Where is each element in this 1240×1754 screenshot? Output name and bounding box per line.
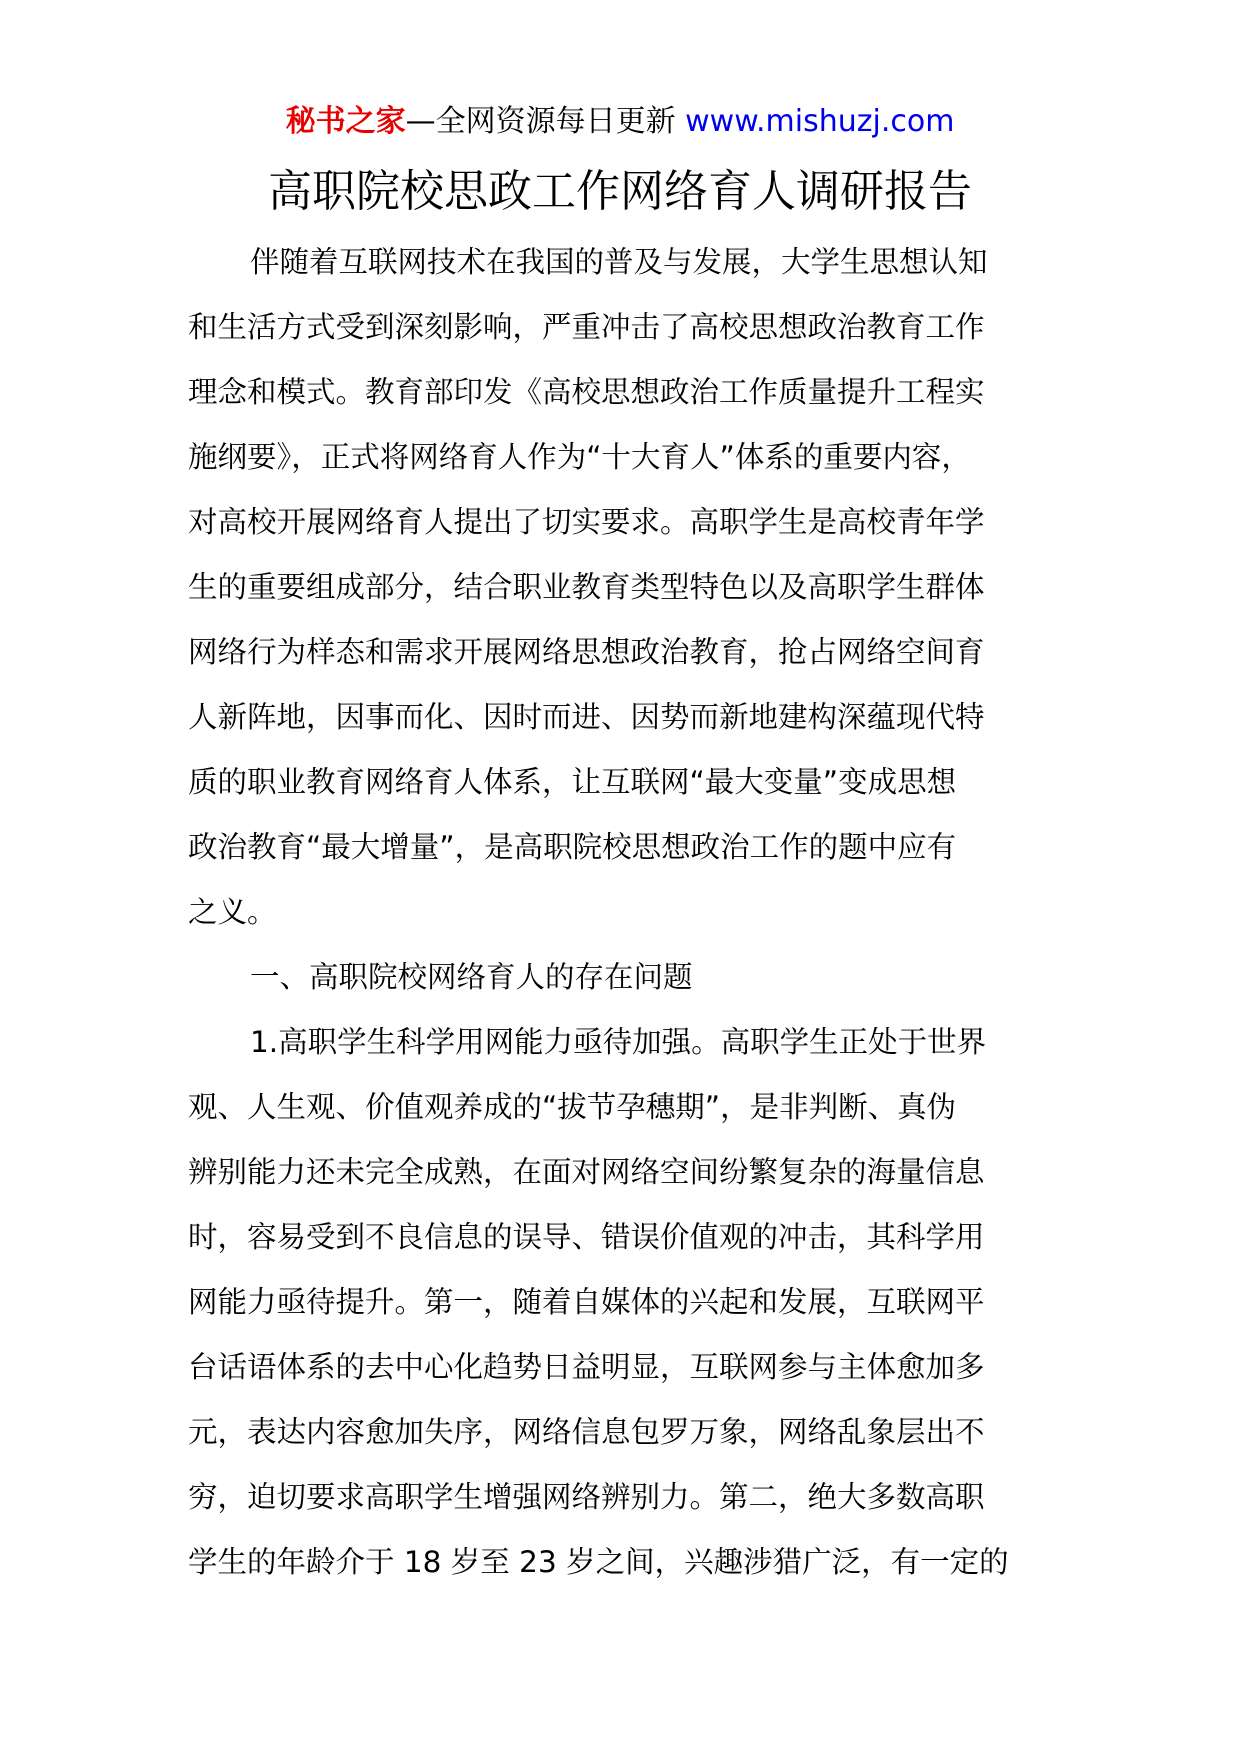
text-line: 1.高职学生科学用网能力亟待加强。高职学生正处于世界 [250, 1025, 987, 1059]
document-body [188, 230, 1068, 1595]
text-line: 学生的年龄介于 18 岁至 23 岁之间，兴趣涉猎广泛，有一定的 [188, 1545, 1009, 1579]
text-line: 施纲要》，正式将网络育人作为“十大育人”体系的重要内容， [188, 440, 971, 474]
text-line: 之义。 [188, 895, 277, 929]
banner-tagline: —全网资源每日更新 [405, 104, 686, 139]
text-line: 理念和模式。教育部印发《高校思想政治工作质量提升工程实 [188, 375, 985, 409]
text-line: 人新阵地，因事而化、因时而进、因势而新地建构深蕴现代特 [188, 700, 985, 734]
text-line: 生的重要组成部分，结合职业教育类型特色以及高职学生群体 [188, 570, 985, 604]
brand-name: 秘书之家 [285, 104, 406, 139]
text-line: 网能力亟待提升。第一，随着自媒体的兴起和发展，互联网平 [188, 1285, 985, 1319]
site-url-link[interactable]: www.mishuzj.com [685, 104, 955, 139]
text-line: 网络行为样态和需求开展网络思想政治教育，抢占网络空间育 [188, 635, 985, 669]
text-line: 元，表达内容愈加失序，网络信息包罗万象，网络乱象层出不 [188, 1415, 985, 1449]
text-line: 辨别能力还未完全成熟，在面对网络空间纷繁复杂的海量信息 [188, 1155, 985, 1189]
text-line: 台话语体系的去中心化趋势日益明显，互联网参与主体愈加多 [188, 1350, 985, 1384]
text-line: 观、人生观、价值观养成的“拔节孕穗期”，是非判断、真伪 [188, 1090, 957, 1124]
document-title: 高职院校思政工作网络育人调研报告 [268, 166, 972, 217]
text-line: 质的职业教育网络育人体系，让互联网“最大变量”变成思想 [188, 765, 957, 799]
text-line: 穷，迫切要求高职学生增强网络辨别力。第二，绝大多数高职 [188, 1480, 985, 1514]
text-line: 伴随着互联网技术在我国的普及与发展，大学生思想认知 [250, 245, 988, 279]
text-line: 和生活方式受到深刻影响，严重冲击了高校思想政治教育工作 [188, 310, 985, 344]
text-line: 时，容易受到不良信息的误导、错误价值观的冲击，其科学用 [188, 1220, 985, 1254]
text-line: 一、高职院校网络育人的存在问题 [250, 960, 693, 994]
text-line: 政治教育“最大增量”，是高职院校思想政治工作的题中应有 [188, 830, 957, 864]
site-banner [0, 100, 1240, 144]
text-line: 对高校开展网络育人提出了切实要求。高职学生是高校青年学 [188, 505, 985, 539]
